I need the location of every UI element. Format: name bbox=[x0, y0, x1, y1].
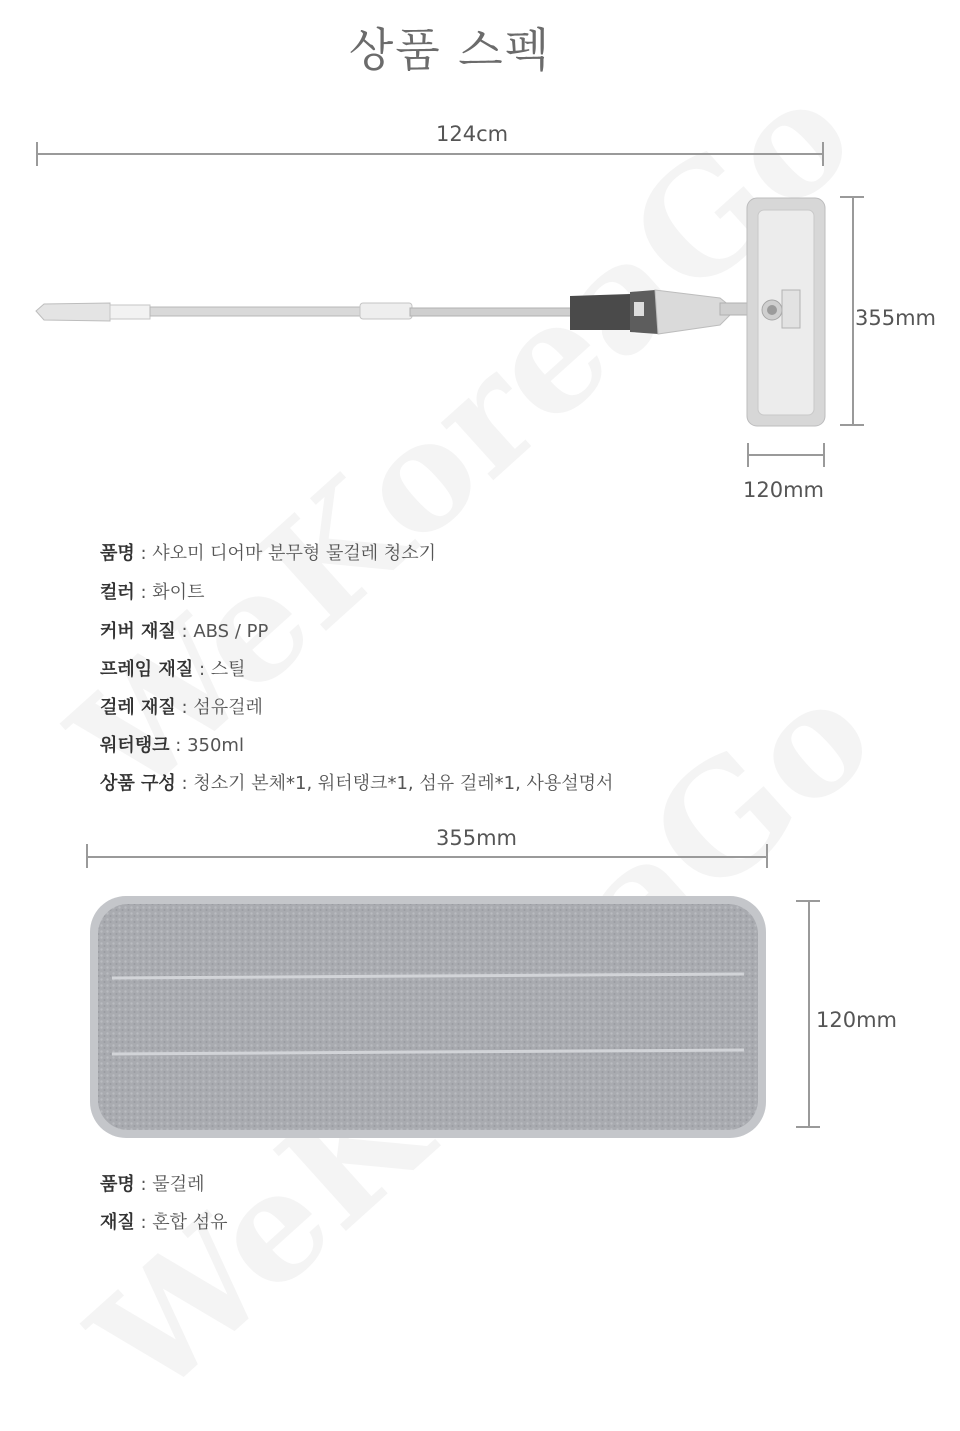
spec-row-color: 컬러 : 화이트 bbox=[100, 582, 205, 603]
length-dimension-line bbox=[36, 153, 824, 155]
pad-spec-name: 품명 : 물걸레 bbox=[100, 1174, 205, 1195]
pad-width-tick-left bbox=[86, 844, 88, 868]
mop-pad-image bbox=[88, 894, 768, 1140]
head-width-label: 355mm bbox=[855, 306, 936, 330]
pad-height-label: 120mm bbox=[816, 1008, 897, 1032]
page-title: 상품 스펙 bbox=[348, 23, 552, 77]
pad-height-tick-top bbox=[796, 900, 820, 902]
spec-row-pad-material: 걸레 재질 : 섬유걸레 bbox=[100, 697, 263, 718]
length-tick-left bbox=[36, 142, 38, 166]
head-depth-label: 120mm bbox=[743, 478, 824, 502]
head-depth-tick-left bbox=[747, 443, 749, 467]
spray-mop-illustration bbox=[30, 190, 830, 440]
spec-row-name: 품명 : 샤오미 디어마 분무형 물걸레 청소기 bbox=[100, 543, 436, 564]
spec-row-water-tank: 워터탱크 : 350ml bbox=[100, 735, 244, 756]
pad-height-line bbox=[808, 901, 810, 1127]
pad-height-tick-bottom bbox=[796, 1126, 820, 1128]
pad-width-tick-right bbox=[766, 844, 768, 868]
length-tick-right bbox=[822, 142, 824, 166]
head-depth-tick-right bbox=[823, 443, 825, 467]
spec-row-contents: 상품 구성 : 청소기 본체*1, 워터탱크*1, 섬유 걸레*1, 사용설명서 bbox=[100, 773, 614, 794]
head-width-tick-bottom bbox=[840, 424, 864, 426]
length-label: 124cm bbox=[436, 122, 509, 146]
pad-width-label: 355mm bbox=[436, 826, 517, 850]
spec-row-cover-material: 커버 재질 : ABS / PP bbox=[100, 621, 269, 642]
pad-spec-material: 재질 : 혼합 섬유 bbox=[100, 1212, 228, 1233]
head-depth-line bbox=[748, 454, 824, 456]
spec-row-frame-material: 프레임 재질 : 스틸 bbox=[100, 659, 246, 680]
head-width-line bbox=[852, 197, 854, 425]
head-width-tick-top bbox=[840, 196, 864, 198]
pad-width-line bbox=[86, 856, 768, 858]
